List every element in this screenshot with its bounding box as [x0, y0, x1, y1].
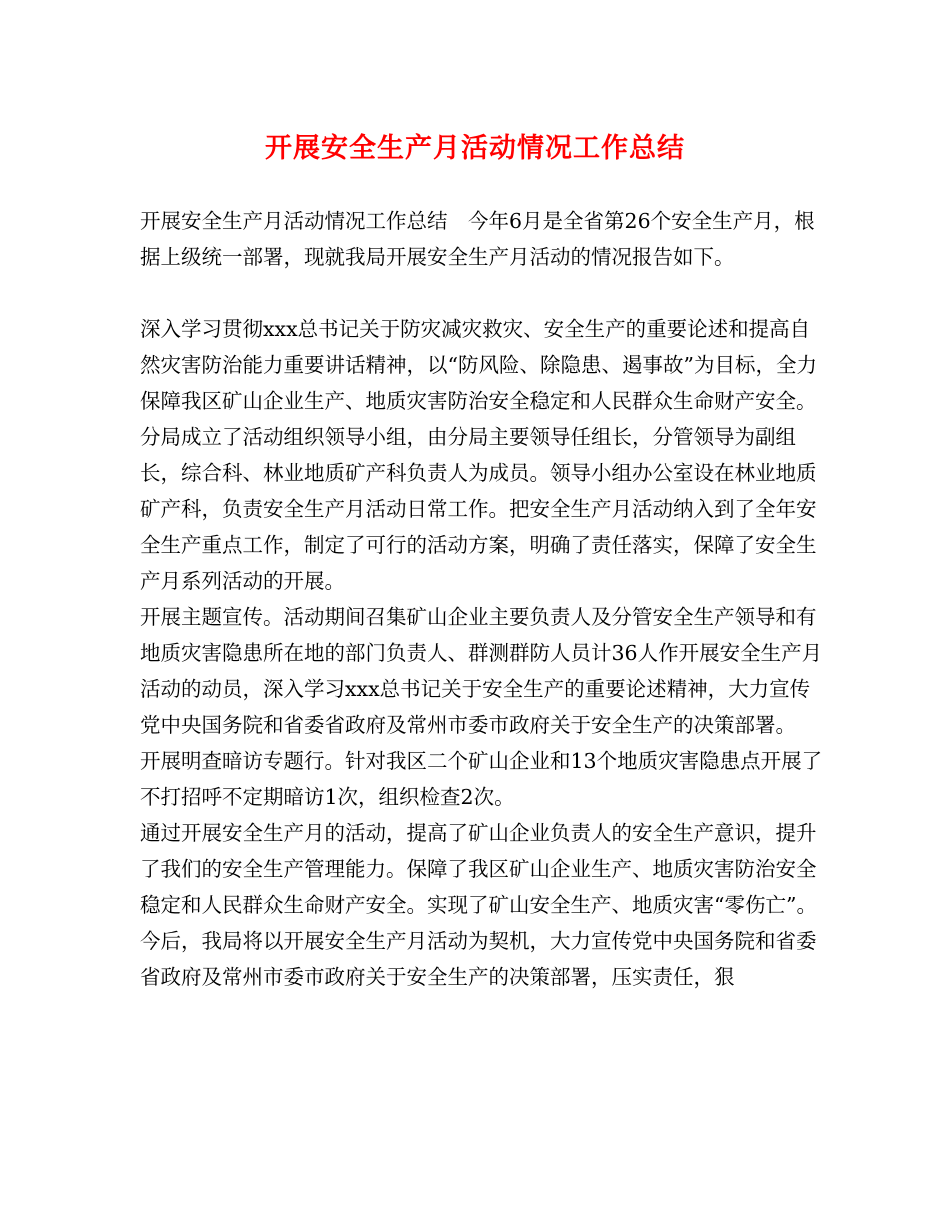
paragraph-spacer	[140, 275, 830, 311]
paragraph-future: 今后，我局将以开展安全生产月活动为契机，大力宣传党中央国务院和省委省政府及常州市委市政府关于安全生产的决策部署，压实责任，狠	[140, 929, 817, 989]
paragraph-organization: 分局成立了活动组织领导小组，由分局主要领导任组长，分管领导为副组长，综合科、林业地质矿产科负责人为成员。领导小组办公室设在林业地质矿产科，负责安全生产月活动日常工作。把安全生产月活动纳入到了全年安全生产重点工作，制定了可行的活动方案，明确了责任落实，保障了安全生产月系列活动的开展。	[140, 425, 817, 593]
paragraph-publicity: 开展主题宣传。活动期间召集矿山企业主要负责人及分管安全生产领导和有地质灾害隐患所在地的部门负责人、群测群防人员计36人作开展安全生产月活动的动员，深入学习xxx总书记关于安全生产的重要论述精神，大力宣传党中央国务院和省委省政府及常州市委市政府关于安全生产的决策部署。	[140, 605, 823, 737]
paragraph-results: 通过开展安全生产月的活动，提高了矿山企业负责人的安全生产意识，提升了我们的安全生产管理能力。保障了我区矿山企业生产、地质灾害防治安全稳定和人民群众生命财产安全。实现了矿山安全生产、地质灾害“零伤亡”。	[140, 821, 817, 917]
document-title: 开展安全生产月活动情况工作总结	[265, 133, 685, 164]
document-body	[140, 203, 830, 995]
paragraph-intro: 开展安全生产月活动情况工作总结 今年6月是全省第26个安全生产月，根据上级统一部署，现就我局开展安全生产月活动的情况报告如下。	[140, 209, 815, 269]
paragraph-goals: 深入学习贯彻xxx总书记关于防灾减灾救灾、安全生产的重要论述和提高自然灾害防治能力重要讲话精神，以“防风险、除隐患、遏事故”为目标，全力保障我区矿山企业生产、地质灾害防治安全稳定和人民群众生命财产安全。	[140, 317, 817, 413]
paragraph-inspection: 开展明查暗访专题行。针对我区二个矿山企业和13个地质灾害隐患点开展了不打招呼不定期暗访1次，组织检查2次。	[140, 749, 823, 809]
